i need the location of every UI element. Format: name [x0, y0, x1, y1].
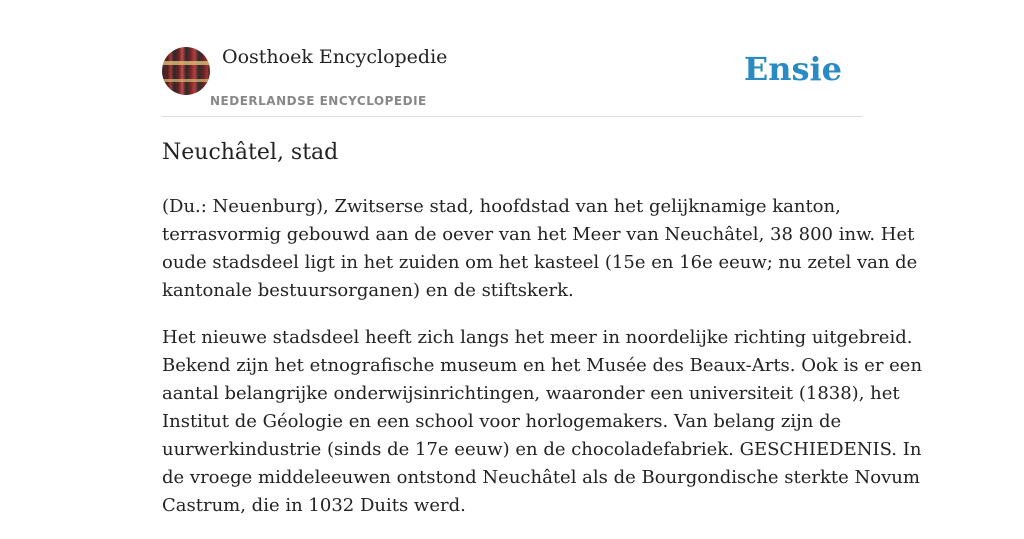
paragraph-line: Het nieuwe stadsdeel heeft zich langs het meer in noordelijke richting uitgebreid. — [162, 327, 913, 348]
site-title[interactable]: Oosthoek Encyclopedie — [222, 46, 448, 68]
paragraph — [162, 324, 923, 520]
paragraph-line: Institut de Géologie en een school voor horlogemakers. Van belang zijn de — [162, 411, 842, 432]
paragraph-line: Castrum, die in 1032 Duits werd. — [162, 495, 466, 516]
avatar-band — [162, 61, 210, 65]
paragraph — [162, 193, 918, 305]
paragraph-line: de vroege middeleeuwen ontstond Neuchâtel als de Bourgondische sterkte Novum — [162, 467, 920, 488]
site-header — [162, 0, 862, 117]
avatar-band — [162, 79, 210, 82]
avatar[interactable] — [162, 47, 210, 95]
paragraph-line: uurwerkindustrie (sinds de 17e eeuw) en de chocoladefabriek. GESCHIEDENIS. In — [162, 439, 922, 460]
site-subtitle: NEDERLANDSE ENCYCLOPEDIE — [210, 94, 427, 108]
paragraph-line: terrasvormig gebouwd aan de oever van het Meer van Neuchâtel, 38 800 inw. Het — [162, 224, 915, 245]
paragraph-line: (Du.: Neuenburg), Zwitserse stad, hoofdstad van het gelijknamige kanton, — [162, 196, 841, 217]
page-container — [162, 0, 923, 516]
entry-body — [162, 193, 923, 539]
entry-title: Neuchâtel, stad — [162, 140, 339, 165]
paragraph-line: aantal belangrijke onderwijsinrichtingen, waaronder een universiteit (1838), het — [162, 383, 900, 404]
brand-logo[interactable]: Ensie — [743, 50, 842, 88]
paragraph-line: Bekend zijn het etnografische museum en het Musée des Beaux-Arts. Ook is er een — [162, 355, 923, 376]
paragraph-line: oude stadsdeel ligt in het zuiden om het kasteel (15e en 16e eeuw; nu zetel van de — [162, 252, 918, 273]
paragraph-line: kantonale bestuursorganen) en de stiftskerk. — [162, 280, 574, 301]
